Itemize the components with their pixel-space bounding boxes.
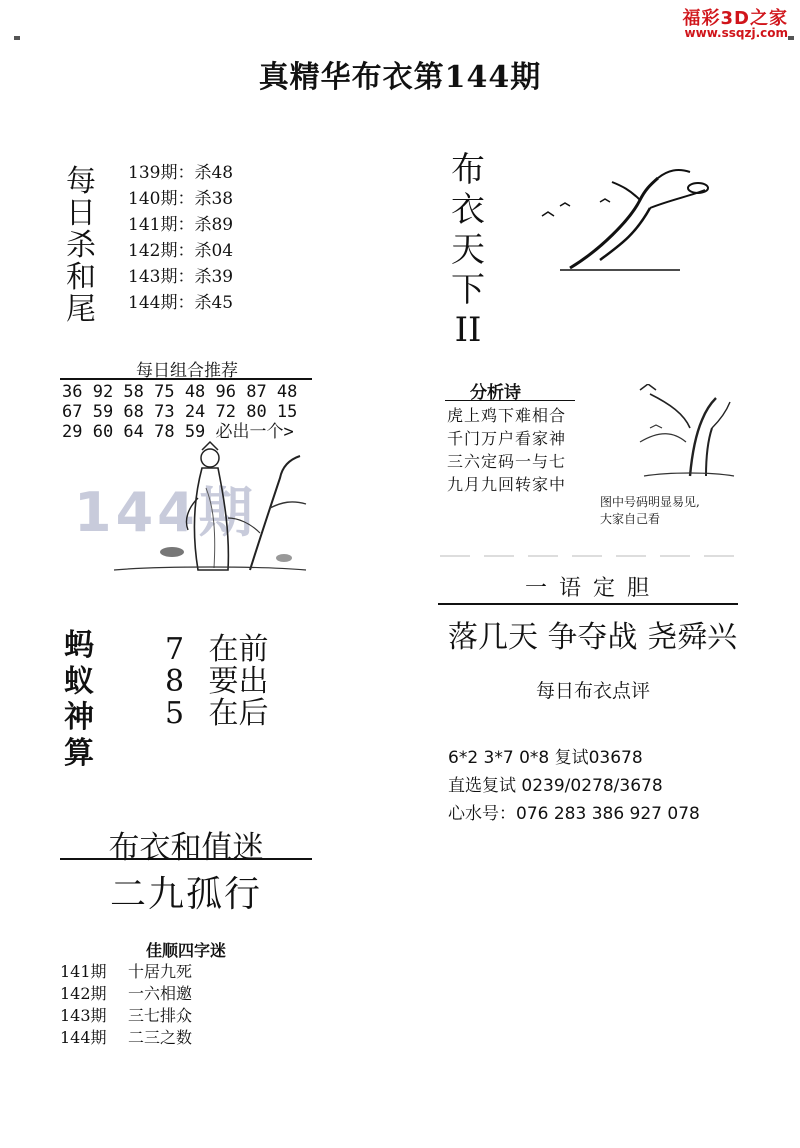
site-watermark-brand: 福彩3D之家 — [682, 8, 788, 29]
sum-riddle-answer: 二九孤行 — [109, 874, 262, 915]
label-char: 算 — [64, 736, 94, 771]
label-char: 每 — [66, 164, 96, 199]
daily-kill-label — [64, 166, 98, 326]
poem-line: 千门万户看家神 — [447, 429, 567, 448]
figure-note — [600, 494, 700, 528]
four-char-riddle-heading: 佳顺四字迷 — [145, 941, 226, 960]
note-line: 图中号码明显易见, — [600, 495, 700, 509]
label-char: 尾 — [66, 292, 96, 327]
pick-line: 直选复试 0239/0278/3678 — [448, 776, 663, 796]
label-char: 蚁 — [64, 664, 94, 699]
divider — [445, 400, 575, 401]
site-watermark-url: www.ssqzj.com — [684, 26, 788, 40]
list-item: 143期：杀39 — [128, 267, 234, 287]
list-item: 142期：杀04 — [128, 241, 234, 261]
poem-line: 九月九回转家中 — [447, 475, 567, 494]
title-char: 下 — [451, 270, 485, 310]
riddle-row — [60, 983, 192, 1005]
combo-heading: 每日组合推荐 — [136, 361, 238, 381]
riddle-period: 143期 — [60, 1006, 107, 1025]
poem-line: 虎上鸡下难相合 — [447, 406, 567, 425]
riddle-text: 十居九死 — [128, 962, 193, 981]
scholar-illustration — [110, 438, 310, 586]
label-char: 杀 — [66, 228, 96, 263]
title-char: II — [454, 310, 482, 350]
daily-review-heading: 每日布衣点评 — [535, 680, 650, 702]
label-char: 蚂 — [64, 628, 94, 663]
riddle-period: 144期 — [60, 1028, 107, 1047]
title-char: 布 — [451, 150, 485, 190]
willow-tree-illustration — [630, 384, 740, 484]
daily-kill-list — [128, 160, 233, 316]
label-char: 神 — [64, 700, 94, 735]
corner-mark — [788, 36, 794, 40]
list-item: 140期：杀38 — [128, 189, 234, 209]
analysis-poem-heading: 分析诗 — [470, 383, 521, 403]
sum-riddle-heading: 布衣和值迷 — [108, 830, 264, 866]
ant-text: 在前 — [208, 632, 269, 667]
riddle-row — [60, 1005, 192, 1027]
divider — [60, 378, 312, 380]
ant-text: 在后 — [208, 696, 269, 731]
riddle-text: 二三之数 — [128, 1028, 193, 1047]
issue-watermark: 144期 — [74, 481, 257, 544]
poem-line: 三六定码一与七 — [447, 452, 567, 471]
ant-number: 5 — [165, 696, 185, 731]
label-char: 日 — [66, 196, 96, 231]
pick-line: 6*2 3*7 0*8 复试03678 — [448, 748, 643, 768]
riddle-row — [60, 961, 192, 983]
number-row: 36 92 58 75 48 96 87 48 — [62, 382, 298, 402]
combo-number-rows — [62, 382, 297, 442]
divider — [60, 858, 312, 860]
picks-list — [448, 744, 700, 828]
riddle-text: 一六相邀 — [128, 984, 193, 1003]
yiyu-heading: 一语定胆 — [524, 576, 661, 601]
number-row: 67 59 68 73 24 72 80 15 — [62, 402, 298, 422]
number-row: 29 60 64 78 59 必出一个> — [62, 422, 294, 442]
analysis-poem — [447, 404, 566, 496]
title-char: 衣 — [451, 190, 485, 230]
faint-divider — [440, 552, 740, 560]
ant-text: 要出 — [208, 664, 269, 699]
pick-line: 心水号：076 283 386 927 078 — [448, 804, 700, 824]
note-line: 大家自己看 — [600, 512, 661, 526]
riddle-period: 142期 — [60, 984, 107, 1003]
divider — [438, 603, 738, 605]
ant-number: 8 — [165, 664, 185, 699]
list-item: 139期：杀48 — [128, 163, 234, 183]
riddle-row — [60, 1027, 192, 1049]
buyi-vertical-title — [446, 150, 490, 350]
four-char-riddle-list — [60, 961, 192, 1049]
label-char: 和 — [66, 260, 96, 295]
corner-mark — [14, 36, 20, 40]
list-item: 144期：杀45 — [128, 293, 234, 313]
tree-sketch-illustration — [540, 160, 740, 280]
yiyu-text: 落几天 争夺战 尧舜兴 — [448, 620, 738, 655]
riddle-period: 141期 — [60, 962, 107, 981]
page-title: 真精华布衣第144期 — [258, 60, 542, 95]
list-item: 141期：杀89 — [128, 215, 234, 235]
riddle-text: 三七排众 — [128, 1006, 193, 1025]
ant-row — [165, 688, 269, 732]
ant-label — [64, 628, 98, 772]
ant-number: 7 — [165, 632, 185, 667]
title-char: 天 — [451, 230, 485, 270]
